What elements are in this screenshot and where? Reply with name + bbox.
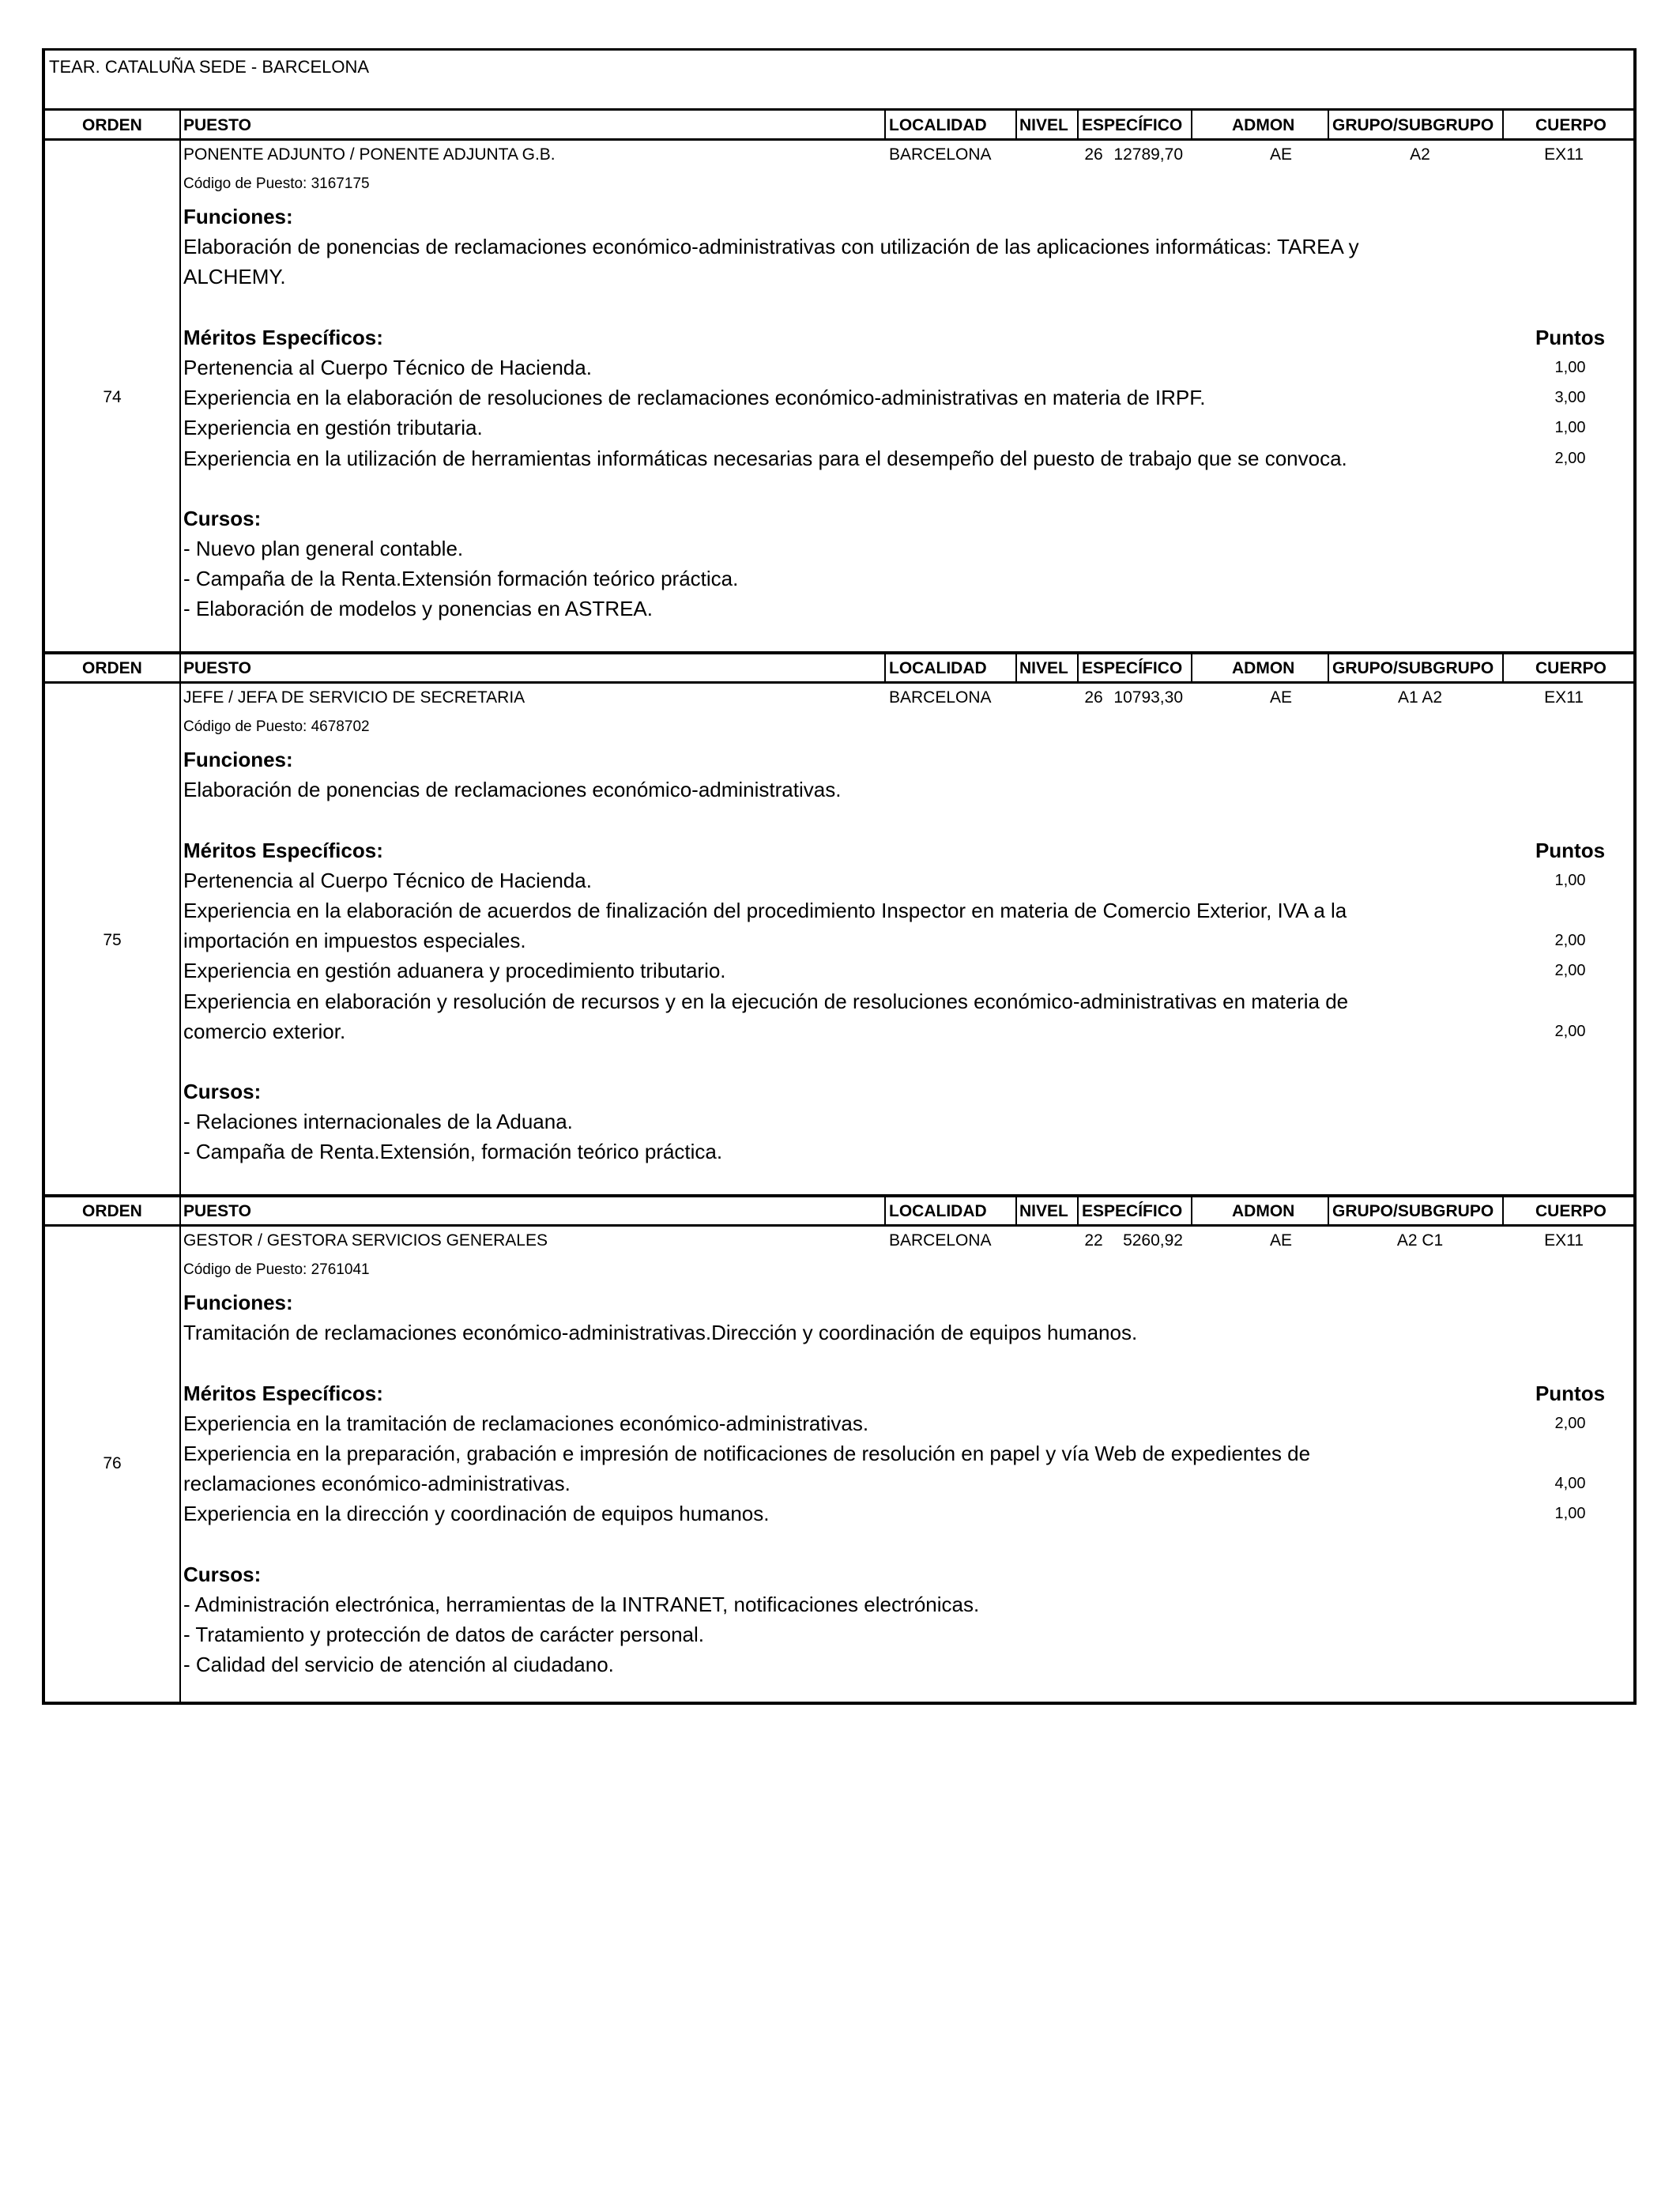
puntos-value: 1,00 bbox=[1554, 358, 1586, 376]
nivel-value: 26 bbox=[1084, 145, 1103, 164]
merito-line: Experiencia en la utilización de herramientas informáticas necesarias para el desempeño del puesto de trabajo que se convoca. bbox=[183, 446, 1347, 470]
vacancy-table bbox=[42, 48, 1637, 1705]
orden-number: 75 bbox=[103, 931, 122, 949]
puntos-heading: Puntos bbox=[1535, 838, 1606, 862]
cuerpo-value: EX11 bbox=[1544, 145, 1584, 164]
col-cuerpo: CUERPO bbox=[1535, 1202, 1607, 1220]
localidad-value: BARCELONA bbox=[889, 688, 992, 707]
col-admon: ADMON bbox=[1232, 659, 1295, 677]
puntos-value: 1,00 bbox=[1554, 871, 1586, 889]
curso-line: - Elaboración de modelos y ponencias en ASTREA. bbox=[183, 597, 654, 621]
merito-line: Experiencia en gestión tributaria. bbox=[183, 416, 483, 440]
title-row bbox=[45, 51, 1633, 111]
col-puesto: PUESTO bbox=[183, 659, 251, 677]
column-header-row bbox=[45, 654, 1633, 684]
col-cuerpo: CUERPO bbox=[1535, 659, 1607, 677]
col-orden: ORDEN bbox=[82, 659, 142, 677]
merito-line: reclamaciones económico-administrativas. bbox=[183, 1472, 571, 1496]
puntos-column bbox=[1523, 745, 1618, 1046]
puesto-name: PONENTE ADJUNTO / PONENTE ADJUNTA G.B. bbox=[183, 145, 556, 164]
localidad-value: BARCELONA bbox=[889, 145, 992, 164]
puntos-column bbox=[1523, 1287, 1618, 1529]
curso-line: - Calidad del servicio de atención al ciudadano. bbox=[183, 1653, 614, 1677]
cursos-heading: Cursos: bbox=[183, 1562, 262, 1586]
col-grupo: GRUPO/SUBGRUPO bbox=[1332, 1202, 1494, 1220]
col-orden: ORDEN bbox=[82, 116, 142, 134]
col-localidad: LOCALIDAD bbox=[889, 116, 987, 134]
puntos-value: 1,00 bbox=[1554, 419, 1586, 437]
merito-line: Experiencia en la preparación, grabación e impresión de notificaciones de resolución en papel y vía Web de expedientes de bbox=[183, 1441, 1311, 1465]
puntos-value: 2,00 bbox=[1554, 449, 1586, 467]
merito-line: comercio exterior. bbox=[183, 1019, 346, 1043]
curso-line: - Relaciones internacionales de la Aduana. bbox=[183, 1110, 573, 1134]
puntos-heading: Puntos bbox=[1535, 1381, 1606, 1405]
col-localidad: LOCALIDAD bbox=[889, 1202, 987, 1220]
cuerpo-value: EX11 bbox=[1544, 688, 1584, 707]
curso-line: - Nuevo plan general contable. bbox=[183, 537, 464, 561]
puntos-column bbox=[1523, 202, 1618, 473]
puntos-value: 3,00 bbox=[1554, 389, 1586, 407]
codigo-puesto: Código de Puesto: 2761041 bbox=[183, 1261, 370, 1278]
merito-line: Experiencia en la dirección y coordinación de equipos humanos. bbox=[183, 1502, 770, 1526]
col-admon: ADMON bbox=[1232, 1202, 1295, 1220]
puntos-value: 4,00 bbox=[1554, 1475, 1586, 1493]
meritos-heading: Méritos Específicos: bbox=[183, 838, 383, 862]
curso-line: - Administración electrónica, herramientas de la INTRANET, notificaciones electrónicas. bbox=[183, 1592, 980, 1616]
merito-line: importación en impuestos especiales. bbox=[183, 929, 526, 953]
puntos-value: 2,00 bbox=[1554, 962, 1586, 980]
especifico-value: 5260,92 bbox=[1123, 1231, 1183, 1250]
post-details bbox=[183, 1287, 1574, 1679]
grupo-value: A2 C1 bbox=[1396, 1231, 1444, 1250]
codigo-puesto: Código de Puesto: 3167175 bbox=[183, 175, 370, 192]
col-grupo: GRUPO/SUBGRUPO bbox=[1332, 659, 1494, 677]
curso-line: - Campaña de la Renta.Extensión formación teórico práctica. bbox=[183, 567, 739, 591]
merito-line: Experiencia en la tramitación de reclamaciones económico-administrativas. bbox=[183, 1411, 869, 1435]
orden-number: 76 bbox=[103, 1454, 122, 1472]
cursos-heading: Cursos: bbox=[183, 1080, 262, 1104]
nivel-value: 22 bbox=[1084, 1231, 1103, 1250]
admon-value: AE bbox=[1269, 145, 1292, 164]
col-grupo: GRUPO/SUBGRUPO bbox=[1332, 116, 1494, 134]
funciones-line: Tramitación de reclamaciones económico-administrativas.Dirección y coordinación de equipos humanos. bbox=[183, 1321, 1138, 1345]
col-admon: ADMON bbox=[1232, 116, 1295, 134]
funciones-heading: Funciones: bbox=[183, 205, 293, 228]
meritos-heading: Méritos Específicos: bbox=[183, 325, 383, 349]
puntos-value: 2,00 bbox=[1554, 1414, 1586, 1432]
admon-value: AE bbox=[1269, 688, 1292, 707]
cursos-heading: Cursos: bbox=[183, 506, 262, 530]
curso-line: - Tratamiento y protección de datos de carácter personal. bbox=[183, 1623, 705, 1647]
orden-number: 74 bbox=[103, 388, 122, 406]
col-cuerpo: CUERPO bbox=[1535, 116, 1607, 134]
orden-cell bbox=[45, 684, 181, 1197]
col-nivel: NIVEL bbox=[1019, 116, 1068, 134]
post-details bbox=[183, 745, 1574, 1167]
merito-line: Experiencia en elaboración y resolución de recursos y en la ejecución de resoluciones económico-administrativas en materia de bbox=[183, 989, 1349, 1013]
post-block-74 bbox=[45, 111, 1633, 654]
grupo-value: A2 bbox=[1410, 145, 1430, 164]
cuerpo-value: EX11 bbox=[1544, 1231, 1584, 1250]
puntos-value: 2,00 bbox=[1554, 1022, 1586, 1040]
orden-cell bbox=[45, 141, 181, 654]
puesto-name: JEFE / JEFA DE SERVICIO DE SECRETARIA bbox=[183, 688, 525, 707]
nivel-value: 26 bbox=[1084, 688, 1103, 707]
puesto-name: GESTOR / GESTORA SERVICIOS GENERALES bbox=[183, 1231, 548, 1250]
column-header-row bbox=[45, 1197, 1633, 1227]
col-orden: ORDEN bbox=[82, 1202, 142, 1220]
funciones-heading: Funciones: bbox=[183, 748, 293, 771]
col-puesto: PUESTO bbox=[183, 1202, 251, 1220]
column-header-row bbox=[45, 111, 1633, 141]
post-block-76 bbox=[45, 1197, 1633, 1704]
localidad-value: BARCELONA bbox=[889, 1231, 992, 1250]
merito-line: Experiencia en la elaboración de acuerdos de finalización del procedimiento Inspector en materia de Comercio Exterior, IVA a la bbox=[183, 898, 1347, 922]
puntos-value: 2,00 bbox=[1554, 932, 1586, 950]
especifico-value: 10793,30 bbox=[1113, 688, 1183, 707]
funciones-heading: Funciones: bbox=[183, 1291, 293, 1314]
admon-value: AE bbox=[1269, 1231, 1292, 1250]
funciones-line: ALCHEMY. bbox=[183, 265, 286, 289]
document-title: TEAR. CATALUÑA SEDE - BARCELONA bbox=[49, 57, 370, 77]
merito-line: Pertenencia al Cuerpo Técnico de Hacienda. bbox=[183, 355, 592, 379]
merito-line: Experiencia en gestión aduanera y procedimiento tributario. bbox=[183, 959, 726, 983]
col-especifico: ESPECÍFICO bbox=[1082, 116, 1183, 134]
meritos-heading: Méritos Específicos: bbox=[183, 1381, 383, 1405]
col-localidad: LOCALIDAD bbox=[889, 659, 987, 677]
post-details bbox=[183, 202, 1574, 624]
col-especifico: ESPECÍFICO bbox=[1082, 659, 1183, 677]
col-puesto: PUESTO bbox=[183, 116, 251, 134]
orden-cell bbox=[45, 1227, 181, 1704]
col-nivel: NIVEL bbox=[1019, 659, 1068, 677]
funciones-line: Elaboración de ponencias de reclamaciones económico-administrativas. bbox=[183, 778, 842, 802]
puntos-heading: Puntos bbox=[1535, 325, 1606, 349]
col-especifico: ESPECÍFICO bbox=[1082, 1202, 1183, 1220]
grupo-value: A1 A2 bbox=[1397, 688, 1443, 707]
puntos-value: 1,00 bbox=[1554, 1505, 1586, 1523]
especifico-value: 12789,70 bbox=[1113, 145, 1183, 164]
post-block-75 bbox=[45, 654, 1633, 1197]
col-nivel: NIVEL bbox=[1019, 1202, 1068, 1220]
codigo-puesto: Código de Puesto: 4678702 bbox=[183, 718, 370, 735]
funciones-line: Elaboración de ponencias de reclamaciones económico-administrativas con utilización de las aplicaciones informáticas: TAREA y bbox=[183, 235, 1359, 259]
merito-line: Experiencia en la elaboración de resoluciones de reclamaciones económico-administrativas en materia de IRPF. bbox=[183, 386, 1206, 410]
curso-line: - Campaña de Renta.Extensión, formación teórico práctica. bbox=[183, 1140, 723, 1164]
merito-line: Pertenencia al Cuerpo Técnico de Hacienda. bbox=[183, 868, 592, 892]
